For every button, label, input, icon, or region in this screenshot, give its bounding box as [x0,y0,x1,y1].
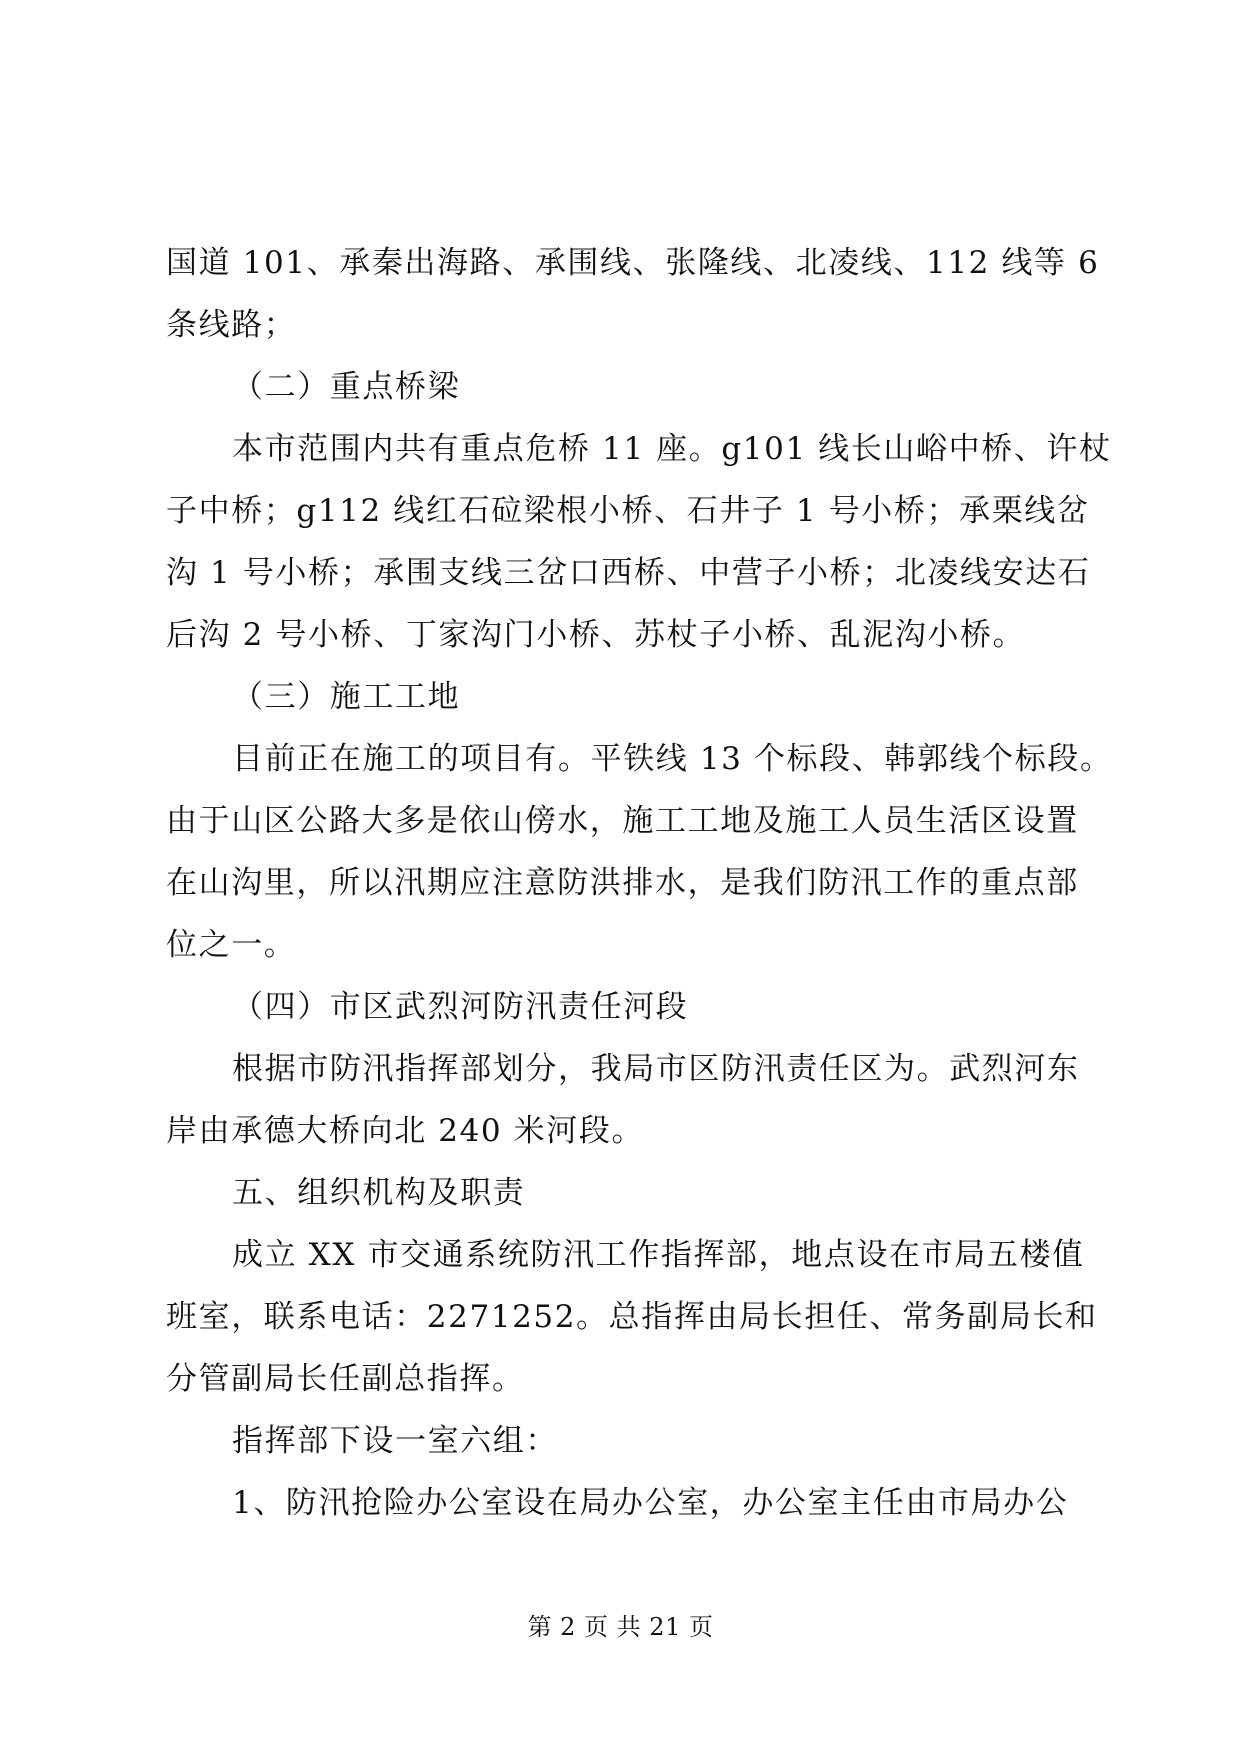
text-line: 位之一。 [166,927,297,963]
text-line: 目前正在施工的项目有。平铁线 13 个标段、韩郭线个标段。 [232,741,1113,777]
text-line: 班室，联系电话：2271252。总指挥由局长担任、常务副局长和 [166,1299,1098,1335]
text-line: 由于山区公路大多是依山傍水，施工工地及施工人员生活区设置 [166,803,1079,839]
text-line: 子中桥；g112 线红石砬梁根小桥、石井子 1 号小桥；承栗线岔 [166,493,1090,529]
text-line: 成立 XX 市交通系统防汛工作指挥部，地点设在市局五楼值 [232,1237,1085,1273]
text-line: 本市范围内共有重点危桥 11 座。g101 线长山峪中桥、许杖 [232,431,1112,467]
text-line: 1、防汛抢险办公室设在局办公室，办公室主任由市局办公 [232,1485,1069,1521]
section-heading: （二）重点桥梁 [232,369,461,405]
section-heading: （四）市区武烈河防汛责任河段 [232,989,689,1025]
text-line: 在山沟里，所以汛期应注意防洪排水，是我们防汛工作的重点部 [166,865,1079,901]
text-line: 沟 1 号小桥；承围支线三岔口西桥、中营子小桥；北凌线安达石 [166,555,1091,591]
page-number-footer: 第 2 页 共 21 页 [527,1613,714,1641]
section-heading: 五、组织机构及职责 [232,1175,526,1211]
text-line: 分管副局长任副总指挥。 [166,1361,525,1397]
text-line: 后沟 2 号小桥、丁家沟门小桥、苏杖子小桥、乱泥沟小桥。 [166,617,1026,653]
section-heading: （三）施工工地 [232,679,461,715]
text-line: 指挥部下设一室六组： [232,1423,558,1459]
text-line: 国道 101、承秦出海路、承围线、张隆线、北凌线、112 线等 6 [166,245,1100,281]
document-body [166,232,1113,1534]
text-line: 根据市防汛指挥部划分，我局市区防汛责任区为。武烈河东 [232,1051,1080,1087]
text-line: 条线路； [166,307,297,343]
text-line: 岸由承德大桥向北 240 米河段。 [166,1113,645,1149]
